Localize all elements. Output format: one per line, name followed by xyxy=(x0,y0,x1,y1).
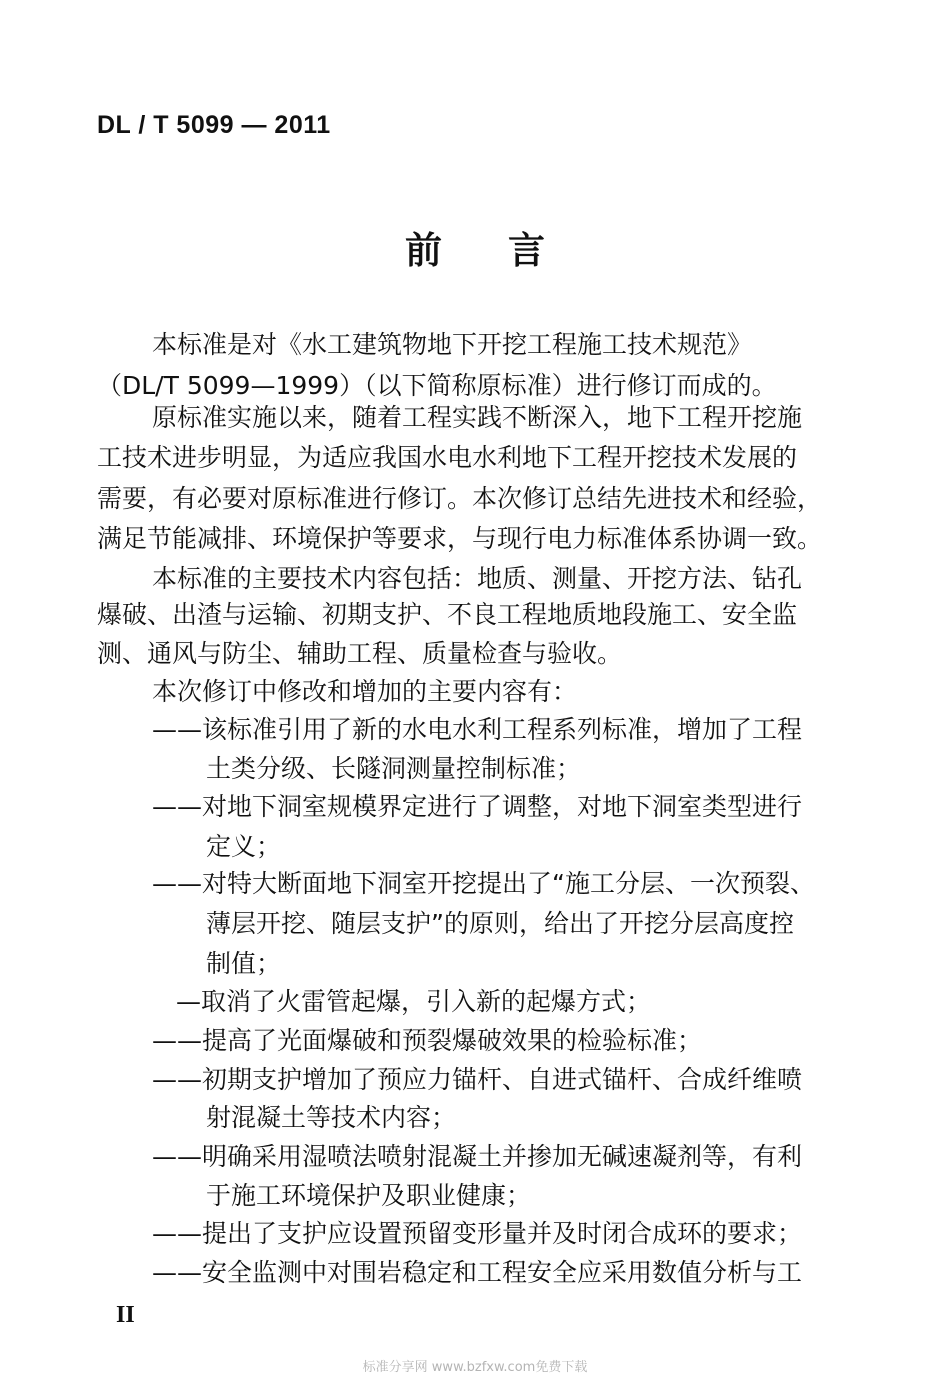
text-line: 工技术进步明显，为适应我国水电水利地下工程开挖技术发展的 xyxy=(97,443,798,472)
list-item: —取消了火雷管起爆，引入新的起爆方式； xyxy=(176,987,652,1016)
list-item-continuation: 土类分级、长隧洞测量控制标准； xyxy=(206,754,582,783)
text-line: 爆破、出渣与运输、初期支护、不良工程地质地段施工、安全监 xyxy=(97,600,798,629)
list-item: ——明确采用湿喷法喷射混凝土并掺加无碱速凝剂等，有利 xyxy=(152,1142,803,1171)
list-item: ——初期支护增加了预应力锚杆、自进式锚杆、合成纤维喷 xyxy=(152,1065,803,1094)
list-item-continuation: 制值； xyxy=(206,949,282,978)
page-number: II xyxy=(116,1302,135,1328)
list-item: ——对特大断面地下洞室开挖提出了“施工分层、一次预裂、 xyxy=(152,869,815,898)
list-item-continuation: 定义； xyxy=(206,832,282,861)
list-item-continuation: 薄层开挖、随层支护”的原则，给出了开挖分层高度控 xyxy=(206,909,794,938)
list-item: ——提出了支护应设置预留变形量并及时闭合成环的要求； xyxy=(152,1219,803,1248)
list-item: ——该标准引用了新的水电水利工程系列标准，增加了工程 xyxy=(152,715,803,744)
text-line: （DL/T 5099—1999）（以下简称原标准）进行修订而成的。 xyxy=(97,371,777,400)
list-item: ——提高了光面爆破和预裂爆破效果的检验标准； xyxy=(152,1026,703,1055)
list-item: ——安全监测中对围岩稳定和工程安全应采用数值分析与工 xyxy=(152,1258,803,1287)
text-line: 本标准是对《水工建筑物地下开挖工程施工技术规范》 xyxy=(152,330,753,359)
list-item-continuation: 射混凝土等技术内容； xyxy=(206,1103,457,1132)
watermark-text: 标准分享网 www.bzfxw.com免费下载 xyxy=(362,1360,588,1375)
list-item: ——对地下洞室规模界定进行了调整，对地下洞室类型进行 xyxy=(152,792,803,821)
list-item-continuation: 于施工环境保护及职业健康； xyxy=(206,1181,532,1210)
text-line: 测、通风与防尘、辅助工程、质量检查与验收。 xyxy=(97,639,623,668)
text-line: 满足节能减排、环境保护等要求，与现行电力标准体系协调一致。 xyxy=(97,524,823,553)
text-line: 原标准实施以来，随着工程实践不断深入，地下工程开挖施 xyxy=(152,403,803,432)
text-line: 本次修订中修改和增加的主要内容有： xyxy=(152,677,578,706)
text-line: 本标准的主要技术内容包括：地质、测量、开挖方法、钻孔 xyxy=(152,564,803,593)
page-title: 前言 xyxy=(405,229,611,272)
standard-code: DL / T 5099 — 2011 xyxy=(97,111,331,139)
text-line: 需要，有必要对原标准进行修订。本次修订总结先进技术和经验， xyxy=(97,484,823,513)
